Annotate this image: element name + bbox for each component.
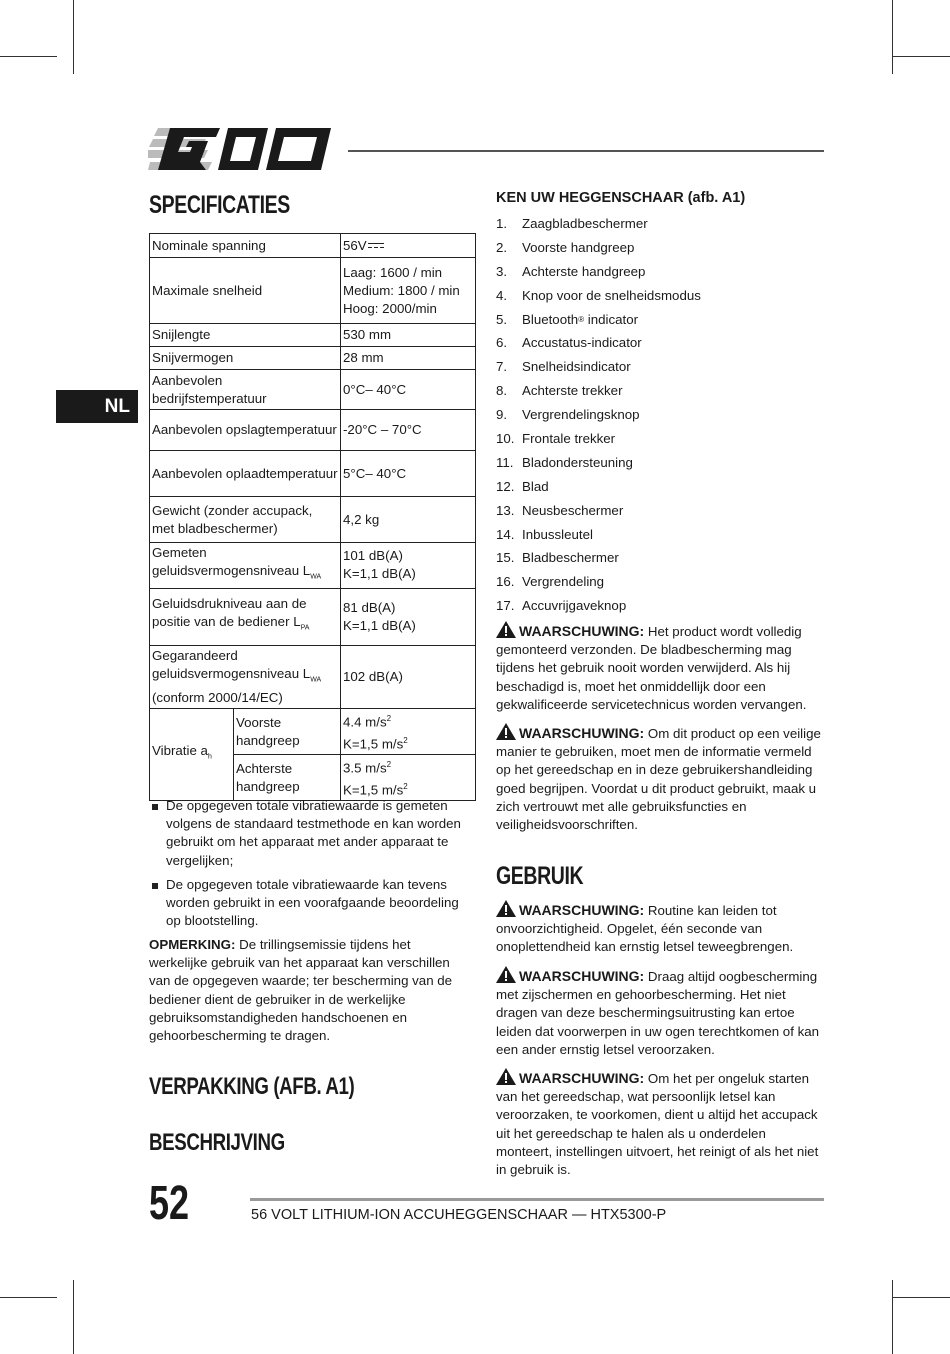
spec-value: -20°C – 70°C bbox=[341, 410, 476, 451]
list-item: 3. Achterste handgreep bbox=[496, 263, 646, 279]
list-item: 9. Vergrendelingsknop bbox=[496, 407, 640, 423]
spec-label: Vibratie $a_h$ bbox=[150, 709, 234, 801]
table-row bbox=[150, 347, 476, 370]
spec-value bbox=[341, 709, 476, 755]
crop-mark bbox=[892, 1280, 893, 1354]
spec-value bbox=[341, 755, 476, 801]
spec-label bbox=[150, 645, 341, 709]
spec-label: Snijvermogen bbox=[150, 347, 341, 370]
usage-heading: GEBRUIK bbox=[496, 862, 584, 890]
value-line: 101 dB(A) bbox=[343, 548, 403, 564]
speed-medium: Medium: 1800 / min bbox=[343, 282, 460, 298]
spec-table bbox=[149, 233, 476, 801]
warning-text: Om dit product op een veilige manier te gebruiken, moet men de informatie vermeld op het gereedschap en in deze gebruikershandleiding goed begrijpen. Voordat u dit product gebruikt, maak u zich vertrouwt met alle gebruiksfuncties en veiligheidsvoorschriften. bbox=[496, 726, 821, 833]
table-row bbox=[150, 370, 476, 410]
spec-value: 0°C– 40°C bbox=[341, 370, 476, 410]
warning-label: WAARSCHUWING: bbox=[519, 902, 645, 918]
list-item: 17. Accuvrijgaveknop bbox=[496, 598, 627, 614]
spec-value bbox=[341, 543, 476, 589]
spec-value: 28 mm bbox=[341, 347, 476, 370]
label-line: (conform 2000/14/EC) bbox=[152, 690, 283, 706]
crop-mark bbox=[893, 56, 950, 57]
warning-label: WAARSCHUWING: bbox=[519, 968, 645, 984]
table-row bbox=[150, 588, 476, 645]
table-row bbox=[150, 497, 476, 543]
crop-mark bbox=[892, 0, 893, 74]
dc-voltage-icon bbox=[368, 242, 384, 250]
spec-sublabel: Achterste handgreep bbox=[234, 755, 341, 801]
list-item: 5. Bluetooth ® indicator bbox=[496, 311, 639, 327]
warning-text: Het product wordt volledig gemonteerd verzonden. De bladbescherming mag tijdens het gebruik nooit worden verwijderd. Als hij beschadigd is, moet het onmiddellijk door een gekwalificeerde servicetechnicus worden vervangen. bbox=[496, 624, 807, 712]
warning-text: Om het per ongeluk starten van het gereedschap, wat persoonlijk letsel kan veroorzaken, te voorkomen, dient u altijd het accupack uit het gereedschap te halen als u onderdelen monteert, instellingen uitvoert, het reinigt of als het niet in gebruik is. bbox=[496, 1071, 819, 1178]
warning-icon bbox=[496, 723, 516, 740]
warning-label: WAARSCHUWING: bbox=[519, 1070, 645, 1086]
crop-mark bbox=[73, 0, 74, 74]
warning-label: WAARSCHUWING: bbox=[519, 725, 645, 741]
label-line: geluidsvermogensniveau $L_{WA}$ bbox=[152, 665, 322, 684]
spec-sublabel: Voorste handgreep bbox=[234, 709, 341, 755]
value-line: K=1,5 $m/s^2$ bbox=[343, 735, 408, 752]
table-row bbox=[150, 543, 476, 589]
warning-text: Draag altijd oogbescherming met zijschermen en gehoorbescherming. Het niet dragen van deze beschermingsuitrusting kan ertoe leiden dat voorwerpen in uw ogen terechtkomen of kan een ander ernstig letsel veroorzaken. bbox=[496, 969, 820, 1057]
warning-icon bbox=[496, 621, 516, 638]
note-paragraph bbox=[149, 936, 454, 1045]
spec-label: Aanbevolen oplaadtemperatuur bbox=[150, 451, 341, 497]
packaging-heading: VERPAKKING (AFB. A1) bbox=[149, 1073, 355, 1100]
spec-label: Maximale snelheid bbox=[150, 258, 341, 324]
list-item: De opgegeven totale vibratiewaarde kan tevens worden gebruikt in een voorafgaande beoordeling op blootstelling. bbox=[149, 876, 469, 931]
value-line: K=1,1 dB(A) bbox=[343, 566, 416, 582]
warning-text: Routine kan leiden tot onvoorzichtigheid. Opgelet, één seconde van onoplettendheid kan ernstig letsel teweegbrengen. bbox=[496, 903, 794, 955]
note-text: De trillingsemissie tijdens het werkelijke gebruik van het apparaat kan verschillen van de opgegeven waarde; ter bescherming van de bediener dient de gebruiker in de werkelijke gebruiksomstandigheden handschoenen en gehoorbescherming te dragen. bbox=[149, 937, 453, 1044]
label-line: Gegarandeerd bbox=[152, 647, 238, 663]
spec-label bbox=[150, 588, 341, 645]
value-line: 3.5 $m/s^2$ bbox=[343, 760, 392, 776]
warning-icon bbox=[496, 900, 516, 917]
spec-label bbox=[150, 543, 341, 589]
value-line: K=1,5 $m/s^2$ bbox=[343, 781, 408, 797]
description-heading: BESCHRIJVING bbox=[149, 1129, 285, 1156]
spec-value bbox=[341, 588, 476, 645]
parts-list bbox=[496, 215, 701, 621]
list-item: 2. Voorste handgreep bbox=[496, 239, 635, 255]
table-row bbox=[150, 451, 476, 497]
table-row bbox=[150, 234, 476, 258]
spec-value: 5°C– 40°C bbox=[341, 451, 476, 497]
value-line: 81 dB(A) bbox=[343, 599, 396, 615]
list-item: 12. Blad bbox=[496, 478, 549, 494]
crop-mark bbox=[0, 56, 57, 57]
spec-value: 4,2 kg bbox=[341, 497, 476, 543]
footer-title: 56 VOLT LITHIUM-ION ACCUHEGGENSCHAAR — HTX5300-P bbox=[251, 1207, 667, 1223]
spec-label: Aanbevolen opslagtemperatuur bbox=[150, 410, 341, 451]
page-number: 52 bbox=[149, 1177, 190, 1230]
list-item: 14. Inbussleutel bbox=[496, 526, 593, 542]
parts-title: KEN UW HEGGENSCHAAR (afb. A1) bbox=[496, 190, 746, 206]
list-item: 4. Knop voor de snelheidsmodus bbox=[496, 287, 701, 303]
speed-low: Laag: 1600 / min bbox=[343, 264, 443, 280]
warning-paragraph bbox=[496, 900, 821, 957]
crop-mark bbox=[893, 1297, 950, 1298]
language-tab: NL bbox=[56, 390, 138, 423]
spec-label: Gewicht (zonder accupack, met bladbeschermer) bbox=[150, 497, 341, 543]
list-item: 8. Achterste trekker bbox=[496, 383, 623, 399]
list-item: 7. Snelheidsindicator bbox=[496, 359, 631, 375]
crop-mark bbox=[73, 1280, 74, 1354]
spec-value: 102 dB(A) bbox=[341, 645, 476, 709]
label-line: positie van de bediener $L_{PA}$ bbox=[152, 614, 310, 632]
list-item: De opgegeven totale vibratiewaarde is gemeten volgens de standaard testmethode en kan worden gebruikt om het apparaat met ander apparaat te vergelijken; bbox=[149, 797, 469, 870]
list-item: 1. Zaagbladbeschermer bbox=[496, 216, 648, 231]
spec-heading: SPECIFICATIES bbox=[149, 191, 290, 219]
label-line: geluidsvermogensniveau $L_{WA}$ bbox=[152, 563, 322, 581]
list-item: 6. Accustatus-indicator bbox=[496, 335, 642, 351]
spec-label: Aanbevolen bedrijfstemperatuur bbox=[150, 370, 341, 410]
list-item: 11. Bladondersteuning bbox=[496, 454, 633, 470]
ego-logo bbox=[148, 128, 333, 174]
value-line: K=1,1 dB(A) bbox=[343, 617, 416, 633]
table-row bbox=[150, 709, 476, 755]
warning-paragraph bbox=[496, 1068, 821, 1179]
spec-value: 530 mm bbox=[341, 324, 476, 347]
warning-icon bbox=[496, 1068, 516, 1085]
crop-mark bbox=[0, 1297, 57, 1298]
list-item: 15. Bladbeschermer bbox=[496, 550, 619, 566]
table-row bbox=[150, 410, 476, 451]
warning-icon bbox=[496, 966, 516, 983]
value-line: 4.4 $m/s^2$ bbox=[343, 714, 392, 730]
warning-paragraph bbox=[496, 723, 821, 834]
footer-rule bbox=[250, 1198, 824, 1201]
note-label: OPMERKING: bbox=[149, 937, 236, 952]
header-rule bbox=[348, 150, 824, 152]
spec-label: Nominale spanning bbox=[150, 234, 341, 258]
table-row bbox=[150, 258, 476, 324]
warning-label: WAARSCHUWING: bbox=[519, 623, 645, 639]
warning-paragraph bbox=[496, 966, 821, 1059]
vibration-notes bbox=[149, 797, 469, 936]
table-row bbox=[150, 645, 476, 709]
spec-label: Snijlengte bbox=[150, 324, 341, 347]
label-line: Geluidsdrukniveau aan de bbox=[152, 596, 307, 612]
spec-value: 56V bbox=[341, 234, 476, 258]
speed-high: Hoog: 2000/min bbox=[343, 300, 437, 316]
table-row bbox=[150, 324, 476, 347]
list-item: 10. Frontale trekker bbox=[496, 431, 616, 447]
list-item: 13. Neusbeschermer bbox=[496, 502, 624, 518]
list-item: 16. Vergrendeling bbox=[496, 574, 605, 590]
spec-value bbox=[341, 258, 476, 324]
label-line: Gemeten bbox=[152, 545, 207, 560]
warning-paragraph bbox=[496, 621, 821, 714]
